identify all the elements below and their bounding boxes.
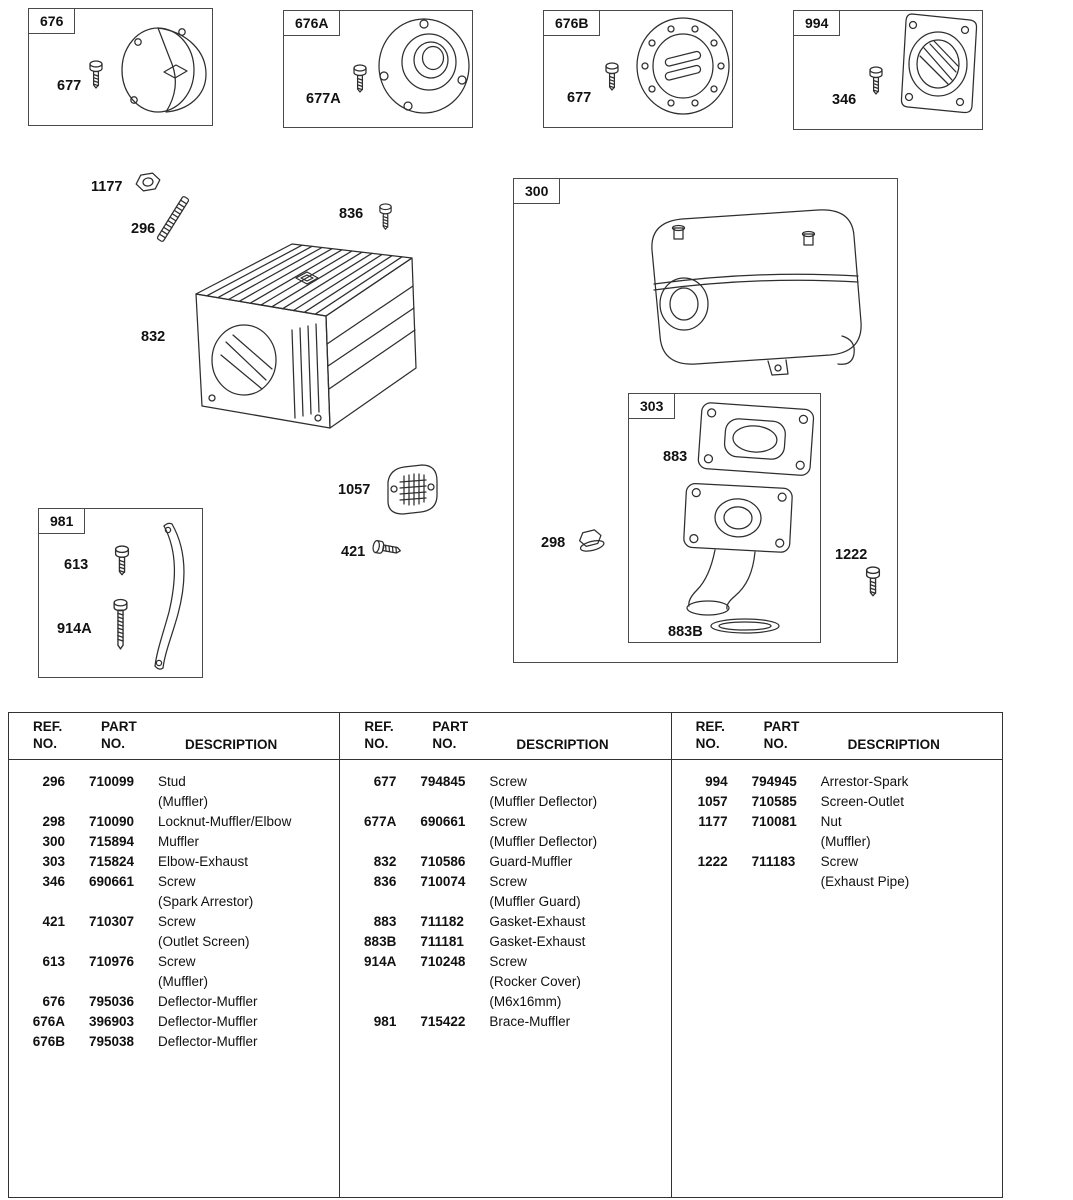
description-cell: Screw (Outlet Screen) <box>158 914 250 949</box>
part-ref-label-613: 613 <box>64 557 89 573</box>
ref-no-header: REF. NO. <box>364 719 394 751</box>
description-cell: Screw (Muffler) <box>158 954 209 989</box>
description-cell: Screen-Outlet <box>820 794 904 809</box>
outlet-screen-drawing <box>378 460 444 518</box>
table-row <box>672 812 1002 852</box>
diagram-box-676b-tag: 676B <box>543 10 600 36</box>
part-no-cell: 715824 <box>89 854 135 869</box>
part-no-cell: 710585 <box>751 794 797 809</box>
ref-no-cell: 677A <box>364 814 397 829</box>
flange-676a-drawing <box>374 12 476 120</box>
ref-no-cell: 346 <box>42 874 65 889</box>
part-ref-label-1177: 1177 <box>91 179 123 195</box>
parts-table-column-1 <box>9 713 339 1197</box>
ref-no-cell: 296 <box>42 774 65 789</box>
ref-no-cell: 1177 <box>698 814 728 829</box>
part-ref-label-883b: 883B <box>668 624 703 640</box>
ref-no-cell: 1222 <box>697 854 728 869</box>
ref-no-cell: 676B <box>32 1034 65 1049</box>
description-cell: Deflector-Muffler <box>158 1014 258 1029</box>
table-row <box>9 772 339 812</box>
part-ref-label-832: 832 <box>141 329 166 345</box>
table-row <box>9 832 339 852</box>
ref-no-cell: 298 <box>42 814 65 829</box>
table-row <box>340 952 670 1012</box>
part-no-cell: 710307 <box>89 914 135 929</box>
part-no-cell: 794945 <box>751 774 797 789</box>
table-rows <box>340 760 670 1032</box>
screw-icon <box>113 545 131 579</box>
part-no-cell: 715422 <box>420 1014 466 1029</box>
table-row <box>9 852 339 872</box>
part-ref-label-677a: 677A <box>306 91 341 107</box>
table-row <box>9 992 339 1012</box>
description-cell: Screw (Exhaust Pipe) <box>820 854 910 889</box>
part-no-cell: 710586 <box>420 854 466 869</box>
diagram-box-994-tag: 994 <box>793 10 840 36</box>
part-no-cell: 710099 <box>89 774 135 789</box>
ref-no-cell: 613 <box>42 954 65 969</box>
deflector-676b-drawing <box>632 12 734 120</box>
table-row <box>340 932 670 952</box>
ref-no-header: REF. NO. <box>695 719 725 751</box>
ref-no-cell: 883B <box>364 934 397 949</box>
part-no-cell: 715894 <box>89 834 135 849</box>
locknut-icon <box>576 528 606 554</box>
ref-no-cell: 303 <box>42 854 65 869</box>
ref-no-cell: 981 <box>373 1014 397 1029</box>
part-ref-label-836: 836 <box>339 206 364 222</box>
description-cell: Guard-Muffler <box>489 854 573 869</box>
table-row <box>9 1012 339 1032</box>
part-no-cell: 710090 <box>89 814 135 829</box>
description-cell: Screw (Muffler Guard) <box>489 874 581 909</box>
description-cell: Screw (Rocker Cover) (M6x16mm) <box>489 954 581 1009</box>
table-row <box>9 912 339 952</box>
description-cell: Elbow-Exhaust <box>158 854 249 869</box>
screw-icon <box>868 66 884 98</box>
ref-no-cell: 300 <box>42 834 65 849</box>
table-row <box>9 872 339 912</box>
part-ref-label-914a: 914A <box>57 621 92 637</box>
screw-icon <box>604 62 620 94</box>
table-header <box>672 713 1002 760</box>
ref-no-cell: 832 <box>373 854 397 869</box>
description-cell: Gasket-Exhaust <box>489 914 586 929</box>
table-row <box>340 912 670 932</box>
table-row <box>672 772 1002 792</box>
part-no-header: PART NO. <box>101 719 137 751</box>
ref-no-cell: 421 <box>42 914 65 929</box>
ref-no-cell: 1057 <box>697 794 728 809</box>
table-rows <box>672 760 1002 892</box>
table-row <box>672 852 1002 892</box>
part-ref-label-677: 677 <box>57 78 82 94</box>
table-row <box>9 1032 339 1052</box>
part-ref-label-1222: 1222 <box>835 547 868 563</box>
part-no-cell: 711182 <box>420 914 464 929</box>
part-no-cell: 711181 <box>420 934 464 949</box>
description-cell: Screw (Muffler Deflector) <box>489 814 598 849</box>
screw-icon <box>864 566 882 600</box>
table-row <box>672 792 1002 812</box>
part-no-cell: 795038 <box>89 1034 135 1049</box>
part-no-cell: 711183 <box>751 854 796 869</box>
part-no-header: PART NO. <box>763 719 800 751</box>
part-ref-label-298: 298 <box>541 535 566 551</box>
description-cell: Deflector-Muffler <box>158 994 258 1009</box>
description-cell: Locknut-Muffler/Elbow <box>158 814 292 829</box>
part-no-cell: 710081 <box>751 814 797 829</box>
screw-icon <box>112 598 129 652</box>
part-ref-label-677b: 677 <box>567 90 592 106</box>
ref-no-header: REF. NO. <box>33 719 63 751</box>
description-cell: Deflector-Muffler <box>158 1034 258 1049</box>
part-ref-label-883: 883 <box>663 449 688 465</box>
table-row <box>340 852 670 872</box>
description-header: DESCRIPTION <box>516 737 609 752</box>
diagram-box-676-tag: 676 <box>28 8 75 34</box>
part-no-cell: 690661 <box>89 874 135 889</box>
part-no-cell: 396903 <box>89 1014 135 1029</box>
description-cell: Arrestor-Spark <box>820 774 909 789</box>
muffler-drawing <box>618 196 878 381</box>
diagram-box-300-tag: 300 <box>513 178 560 204</box>
part-no-header: PART NO. <box>432 719 469 751</box>
description-cell: Screw (Muffler Deflector) <box>489 774 598 809</box>
diagram-box-676a-tag: 676A <box>283 10 340 36</box>
ref-no-cell: 994 <box>705 774 728 789</box>
part-no-cell: 795036 <box>89 994 135 1009</box>
screw-icon <box>88 60 104 92</box>
screw-icon <box>371 537 410 561</box>
table-header <box>340 713 670 760</box>
description-cell: Stud (Muffler) <box>158 774 209 809</box>
table-row <box>9 952 339 992</box>
diagram-box-303-tag: 303 <box>628 393 675 419</box>
table-row <box>340 872 670 912</box>
screw-icon <box>352 64 368 96</box>
part-ref-label-1057: 1057 <box>338 482 371 498</box>
deflector-676-drawing <box>118 16 210 122</box>
table-rows <box>9 760 339 1052</box>
ref-no-cell: 677 <box>373 774 397 789</box>
parts-table <box>8 712 1003 1198</box>
parts-table-column-3 <box>671 713 1002 1197</box>
description-cell: Brace-Muffler <box>489 1014 571 1029</box>
part-no-cell: 794845 <box>420 774 466 789</box>
ref-no-cell: 676A <box>32 1014 65 1029</box>
table-row <box>9 812 339 832</box>
ref-no-cell: 883 <box>373 914 397 929</box>
description-cell: Muffler <box>158 834 200 849</box>
diagram-box-981-tag: 981 <box>38 508 85 534</box>
description-cell: Screw (Spark Arrestor) <box>158 874 254 909</box>
ref-no-cell: 676 <box>42 994 65 1009</box>
parts-table-column-2 <box>339 713 670 1197</box>
part-ref-label-346: 346 <box>832 92 857 108</box>
muffler-guard-drawing <box>180 228 425 463</box>
table-row <box>340 1012 670 1032</box>
table-header <box>9 713 339 760</box>
table-row <box>340 772 670 812</box>
brace-drawing <box>146 518 196 674</box>
part-no-cell: 710248 <box>420 954 466 969</box>
gasket-stack-drawing <box>655 398 820 636</box>
ref-no-cell: 914A <box>364 954 397 969</box>
table-row <box>340 812 670 852</box>
description-header: DESCRIPTION <box>847 737 940 752</box>
part-no-cell: 710976 <box>89 954 135 969</box>
description-cell: Nut (Muffler) <box>820 814 871 849</box>
part-no-cell: 710074 <box>420 874 466 889</box>
description-cell: Gasket-Exhaust <box>489 934 586 949</box>
part-no-cell: 690661 <box>420 814 466 829</box>
description-header: DESCRIPTION <box>185 737 278 752</box>
part-ref-label-296: 296 <box>131 221 156 237</box>
ref-no-cell: 836 <box>373 874 397 889</box>
spark-arrestor-994-drawing <box>896 8 982 120</box>
part-ref-label-421: 421 <box>341 544 366 560</box>
